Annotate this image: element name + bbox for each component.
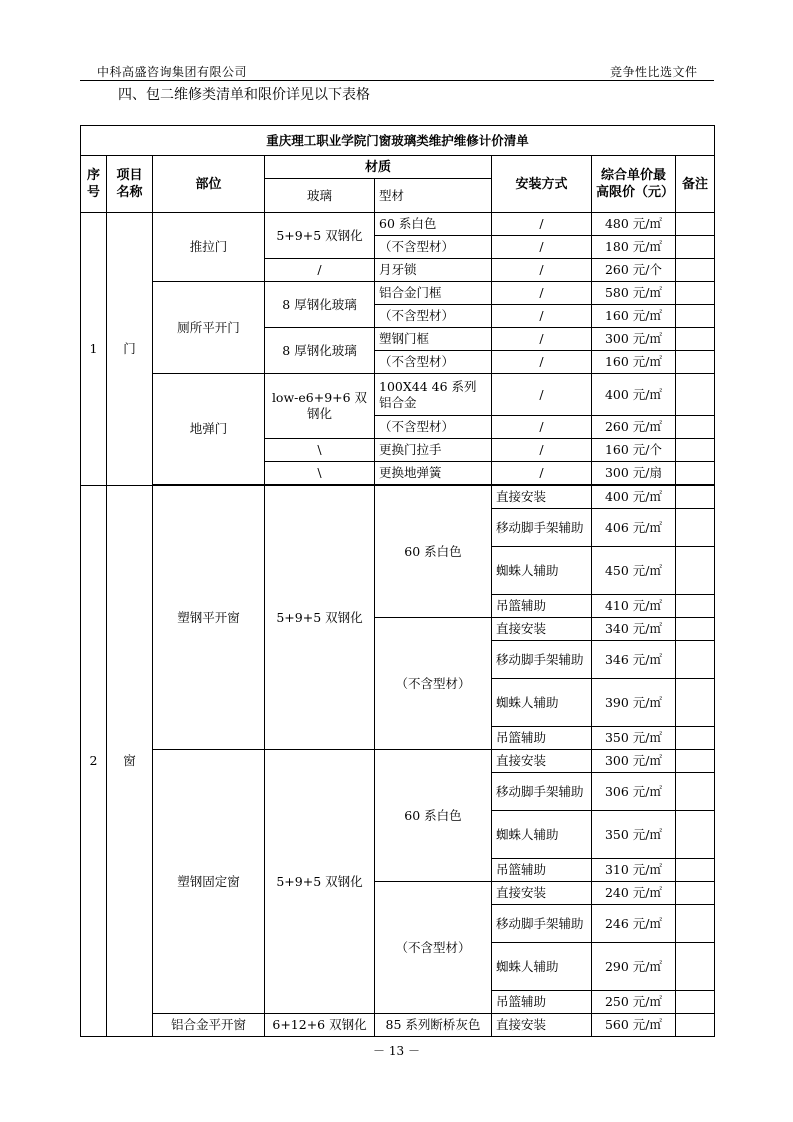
table-title: 重庆理工职业学院门窗玻璃类维护维修计价清单 [81,126,715,156]
glass-cell: 6+12+6 双钢化 [265,1014,375,1037]
group-no: 2 [81,486,107,1037]
remark-cell [676,509,715,547]
profile-cell: 100X44 46 系列铝合金 [375,374,492,416]
price-cell: 480 元/㎡ [592,213,676,236]
install-cell: / [492,439,592,462]
profile-cell: （不含型材） [375,882,492,1014]
install-cell: / [492,305,592,328]
install-cell: 移动脚手架辅助 [492,641,592,679]
profile-cell: 60 系白色 [375,486,492,618]
remark-cell [676,462,715,485]
price-cell: 260 元/㎡ [592,416,676,439]
price-cell: 240 元/㎡ [592,882,676,905]
install-cell: / [492,259,592,282]
install-cell: 直接安装 [492,882,592,905]
install-cell: 直接安装 [492,486,592,509]
col-header-part: 部位 [153,156,265,213]
profile-cell: 更换门拉手 [375,439,492,462]
install-cell: / [492,374,592,416]
remark-cell [676,305,715,328]
table-row [81,282,715,305]
profile-cell: 60 系白色 [375,213,492,236]
price-cell: 246 元/㎡ [592,905,676,943]
remark-cell [676,282,715,305]
part-cell: 塑钢固定窗 [153,750,265,1014]
install-cell: 移动脚手架辅助 [492,773,592,811]
remark-cell [676,641,715,679]
profile-cell: （不含型材） [375,305,492,328]
install-cell: 蜘蛛人辅助 [492,547,592,595]
remark-cell [676,943,715,991]
group-no: 1 [81,213,107,486]
price-cell: 180 元/㎡ [592,236,676,259]
install-cell: 直接安装 [492,618,592,641]
remark-cell [676,236,715,259]
install-cell: / [492,351,592,374]
install-cell: / [492,213,592,236]
remark-cell [676,259,715,282]
price-cell: 290 元/㎡ [592,943,676,991]
profile-cell: 铝合金门框 [375,282,492,305]
price-cell: 160 元/个 [592,439,676,462]
price-cell: 450 元/㎡ [592,547,676,595]
remark-cell [676,439,715,462]
remark-cell [676,811,715,859]
install-cell: 吊篮辅助 [492,859,592,882]
price-cell: 300 元/㎡ [592,750,676,773]
remark-cell [676,1014,715,1037]
price-list-table [80,125,715,1037]
glass-cell: 5+9+5 双钢化 [265,750,375,1014]
col-header-material: 材质 [265,156,492,179]
price-cell: 300 元/扇 [592,462,676,485]
price-cell: 400 元/㎡ [592,374,676,416]
install-cell: 移动脚手架辅助 [492,509,592,547]
install-cell: / [492,282,592,305]
price-cell: 410 元/㎡ [592,595,676,618]
remark-cell [676,618,715,641]
remark-cell [676,882,715,905]
price-cell: 160 元/㎡ [592,305,676,328]
price-cell: 160 元/㎡ [592,351,676,374]
col-header-install: 安装方式 [492,156,592,213]
price-cell: 300 元/㎡ [592,328,676,351]
price-cell: 560 元/㎡ [592,1014,676,1037]
table-row [81,374,715,416]
remark-cell [676,773,715,811]
profile-cell: （不含型材） [375,351,492,374]
profile-cell: （不含型材） [375,618,492,750]
remark-cell [676,750,715,773]
header-doc-type: 竞争性比选文件 [610,65,698,79]
price-cell: 400 元/㎡ [592,486,676,509]
remark-cell [676,727,715,750]
price-cell: 250 元/㎡ [592,991,676,1014]
part-cell: 推拉门 [153,213,265,282]
price-cell: 346 元/㎡ [592,641,676,679]
part-cell: 铝合金平开窗 [153,1014,265,1037]
remark-cell [676,213,715,236]
glass-cell: low-e6+9+6 双钢化 [265,374,375,439]
price-cell: 580 元/㎡ [592,282,676,305]
profile-cell: （不含型材） [375,236,492,259]
table-row [81,750,715,773]
install-cell: / [492,328,592,351]
remark-cell [676,991,715,1014]
table-row [81,1014,715,1037]
install-cell: 蜘蛛人辅助 [492,811,592,859]
glass-cell: \ [265,462,375,485]
price-cell: 310 元/㎡ [592,859,676,882]
install-cell: / [492,462,592,485]
glass-cell: 8 厚钢化玻璃 [265,282,375,328]
glass-cell: 8 厚钢化玻璃 [265,328,375,374]
install-cell: 吊篮辅助 [492,991,592,1014]
remark-cell [676,859,715,882]
remark-cell [676,374,715,416]
header-divider [80,80,714,81]
install-cell: / [492,236,592,259]
price-cell: 406 元/㎡ [592,509,676,547]
glass-cell: \ [265,439,375,462]
col-header-no: 序号 [81,156,107,213]
group-name: 窗 [107,486,153,1037]
col-header-remark: 备注 [676,156,715,213]
remark-cell [676,416,715,439]
remark-cell [676,351,715,374]
install-cell: 蜘蛛人辅助 [492,943,592,991]
profile-cell: 月牙锁 [375,259,492,282]
price-cell: 350 元/㎡ [592,727,676,750]
col-header-profile: 型材 [375,179,492,213]
install-cell: 直接安装 [492,1014,592,1037]
part-cell: 塑钢平开窗 [153,486,265,750]
remark-cell [676,547,715,595]
install-cell: 吊篮辅助 [492,727,592,750]
section-heading: 四、包二维修类清单和限价详见以下表格 [118,87,370,103]
remark-cell [676,905,715,943]
install-cell: 直接安装 [492,750,592,773]
glass-cell: 5+9+5 双钢化 [265,486,375,750]
price-cell: 260 元/个 [592,259,676,282]
install-cell: / [492,416,592,439]
profile-cell: 85 系列断桥灰色 [375,1014,492,1037]
install-cell: 蜘蛛人辅助 [492,679,592,727]
price-cell: 340 元/㎡ [592,618,676,641]
install-cell: 移动脚手架辅助 [492,905,592,943]
header-company: 中科高盛咨询集团有限公司 [97,65,248,79]
remark-cell [676,679,715,727]
part-cell: 地弹门 [153,374,265,485]
price-cell: 350 元/㎡ [592,811,676,859]
col-header-price: 综合单价最高限价（元） [592,156,676,213]
col-header-glass: 玻璃 [265,179,375,213]
group-name: 门 [107,213,153,486]
profile-cell: 60 系白色 [375,750,492,882]
col-header-item: 项目名称 [107,156,153,213]
price-cell: 390 元/㎡ [592,679,676,727]
remark-cell [676,595,715,618]
remark-cell [676,328,715,351]
glass-cell: / [265,259,375,282]
remark-cell [676,486,715,509]
price-cell: 306 元/㎡ [592,773,676,811]
table-row [81,213,715,236]
part-cell: 厕所平开门 [153,282,265,374]
profile-cell: （不含型材） [375,416,492,439]
install-cell: 吊篮辅助 [492,595,592,618]
profile-cell: 塑钢门框 [375,328,492,351]
profile-cell: 更换地弹簧 [375,462,492,485]
page-number: － 13 － [373,1044,420,1058]
table-row [81,486,715,509]
glass-cell: 5+9+5 双钢化 [265,213,375,259]
